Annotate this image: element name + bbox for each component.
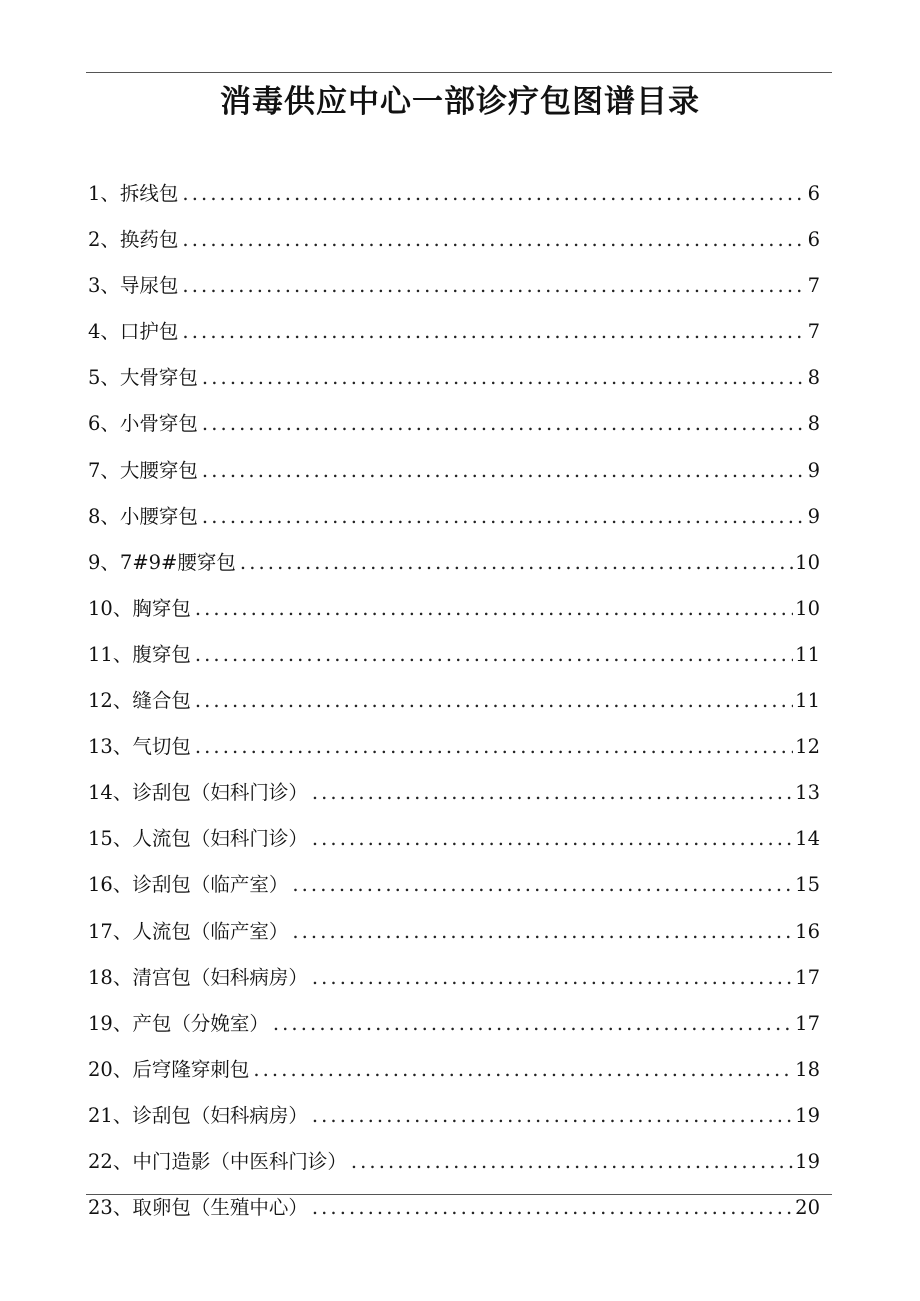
toc-entry-label: 3、导尿包 [88,274,179,298]
dot-leader [202,455,806,487]
dot-leader [273,1008,793,1040]
toc-entry[interactable] [88,962,820,1008]
toc-entry-page: 14 [795,827,820,851]
toc-entry[interactable] [88,685,820,731]
dot-leader [292,869,793,901]
toc-entry[interactable] [88,593,820,639]
toc-entry[interactable] [88,639,820,685]
dot-leader [312,823,793,855]
toc-entry-label: 4、口护包 [88,320,179,344]
toc-entry[interactable] [88,1008,820,1054]
dot-leader [182,178,805,210]
toc-entry-page: 8 [807,412,820,436]
toc-entry-page: 10 [795,550,820,574]
toc-entry-page: 11 [795,642,820,666]
dot-leader [253,1054,793,1086]
toc-entry-page: 9 [807,458,820,482]
toc-entry-label: 6、小骨穿包 [88,412,198,436]
toc-entry[interactable] [88,224,820,270]
toc-entry-page: 6 [807,228,820,252]
toc-entry[interactable] [88,1054,820,1100]
toc-entry-page: 11 [795,689,820,713]
toc-entry-page: 19 [795,1149,820,1173]
toc-entry[interactable] [88,362,820,408]
toc-entry-page: 17 [795,1011,820,1035]
dot-leader [312,962,793,994]
toc-entry-label: 20、后穹隆穿刺包 [88,1057,250,1081]
dot-leader [182,224,805,256]
toc-entry[interactable] [88,316,820,362]
toc-entry[interactable] [88,1192,820,1238]
dot-leader [202,501,806,533]
toc-entry-page: 15 [795,873,820,897]
dot-leader [292,916,793,948]
toc-entry-label: 5、大骨穿包 [88,366,198,390]
toc-entry-label: 11、腹穿包 [88,642,191,666]
toc-entry-page: 19 [795,1103,820,1127]
dot-leader [312,1192,793,1224]
dot-leader [182,316,805,348]
dot-leader [195,685,793,717]
toc-entry-page: 8 [807,366,820,390]
toc-entry[interactable] [88,547,820,593]
toc-entry[interactable] [88,270,820,316]
toc-entry-page: 10 [795,596,820,620]
toc-entry-label: 14、诊刮包（妇科门诊） [88,781,308,805]
dot-leader [195,593,793,625]
document-title: 消毒供应中心一部诊疗包图谱目录 [220,84,700,120]
table-of-contents [88,178,820,1238]
toc-entry-label: 19、产包（分娩室） [88,1011,269,1035]
dot-leader [182,270,805,302]
toc-entry-label: 15、人流包（妇科门诊） [88,827,308,851]
toc-entry-label: 13、气切包 [88,735,191,759]
toc-entry[interactable] [88,501,820,547]
toc-entry-label: 7、大腰穿包 [88,458,198,482]
toc-entry[interactable] [88,1100,820,1146]
toc-entry-page: 9 [807,504,820,528]
toc-entry[interactable] [88,1146,820,1192]
dot-leader [312,777,793,809]
toc-entry-page: 13 [795,781,820,805]
toc-entry-label: 8、小腰穿包 [88,504,198,528]
toc-entry-page: 7 [807,274,820,298]
toc-entry-label: 12、缝合包 [88,689,191,713]
footer-rule [86,1194,832,1195]
toc-entry-label: 9、7#9#腰穿包 [88,550,236,574]
toc-entry-label: 2、换药包 [88,228,179,252]
toc-entry-page: 18 [795,1057,820,1081]
dot-leader [351,1146,793,1178]
toc-entry[interactable] [88,731,820,777]
toc-entry-label: 16、诊刮包（临产室） [88,873,289,897]
dot-leader [202,408,806,440]
toc-entry-label: 23、取卵包（生殖中心） [88,1196,308,1220]
dot-leader [312,1100,793,1132]
dot-leader [195,731,793,763]
header-rule [86,72,832,73]
toc-entry-label: 10、胸穿包 [88,596,191,620]
toc-entry[interactable] [88,869,820,915]
toc-entry-page: 7 [807,320,820,344]
dot-leader [202,362,806,394]
toc-entry[interactable] [88,178,820,224]
toc-entry-page: 17 [795,965,820,989]
toc-entry-label: 1、拆线包 [88,182,179,205]
toc-entry[interactable] [88,408,820,454]
dot-leader [240,547,793,579]
toc-entry[interactable] [88,455,820,501]
toc-entry-label: 17、人流包（临产室） [88,919,289,943]
toc-entry-page: 6 [807,182,820,205]
toc-entry-page: 16 [795,919,820,943]
toc-entry-label: 21、诊刮包（妇科病房） [88,1103,308,1127]
toc-entry[interactable] [88,823,820,869]
toc-entry-label: 18、清宫包（妇科病房） [88,965,308,989]
toc-entry-page: 20 [795,1196,820,1220]
toc-entry-label: 22、中门造影（中医科门诊） [88,1149,347,1173]
toc-entry-page: 12 [795,735,820,759]
dot-leader [195,639,793,671]
toc-entry[interactable] [88,777,820,823]
toc-entry[interactable] [88,916,820,962]
